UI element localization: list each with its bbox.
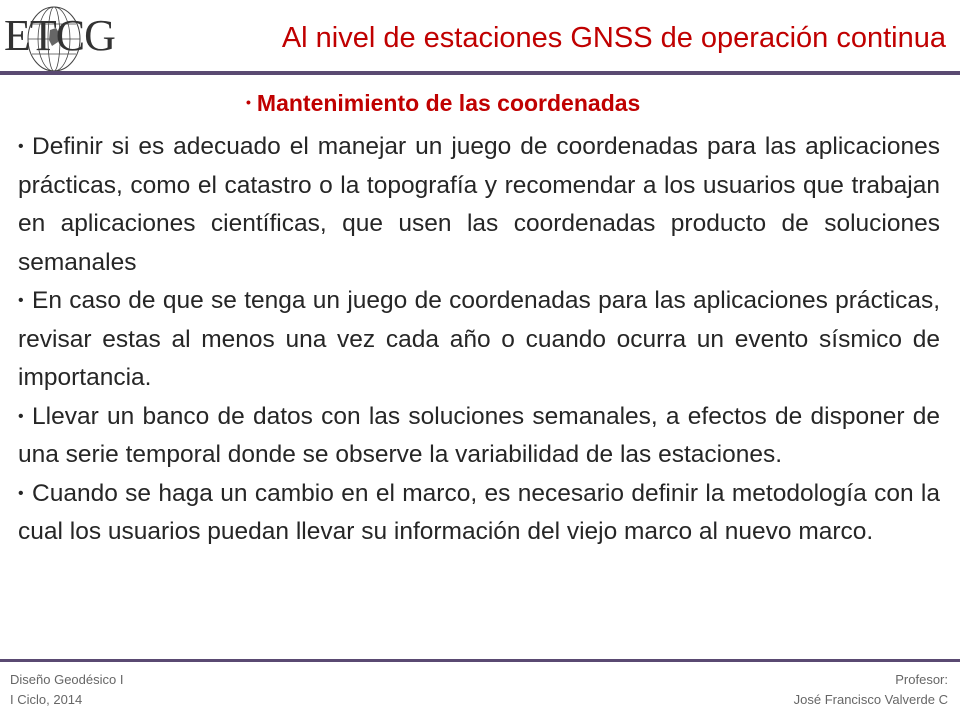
bullet-icon: • bbox=[18, 138, 24, 155]
list-item-text: Llevar un banco de datos con las soluciones semanales, a efectos de disponer de una serie temporal donde se observe la variabilidad de las estaciones. bbox=[18, 402, 940, 468]
section-heading-text: Mantenimiento de las coordenadas bbox=[256, 90, 641, 116]
list-item bbox=[18, 398, 940, 475]
section-heading bbox=[246, 90, 640, 117]
bullet-icon: • bbox=[18, 407, 24, 425]
bullet-icon: • bbox=[18, 292, 24, 309]
page-title: Al nivel de estaciones GNSS de operación continua bbox=[281, 22, 946, 54]
etcg-logo bbox=[4, 4, 124, 74]
course-name: Diseño Geodésico I bbox=[10, 672, 124, 687]
bottom-divider bbox=[0, 659, 960, 662]
footer-professor-info bbox=[794, 670, 948, 710]
top-divider bbox=[0, 71, 960, 75]
footer-course-info bbox=[10, 670, 123, 710]
list-item-text: Cuando se haga un cambio en el marco, es necesario definir la metodología con la cual los usuarios puedan llevar su información del viejo marco al nuevo marco. bbox=[18, 479, 940, 545]
list-item bbox=[18, 282, 940, 398]
list-item-text: Definir si es adecuado el manejar un juego de coordenadas para las aplicaciones prácticas, como el catastro o la topografía y recomendar a los usuarios que trabajan en aplicaciones científicas, que usen las coordenadas producto de soluciones semanales bbox=[18, 133, 940, 276]
list-item-text: En caso de que se tenga un juego de coordenadas para las aplicaciones prácticas, revisar estas al menos una vez cada año o cuando ocurra un evento sísmico de importancia. bbox=[18, 287, 940, 391]
list-item bbox=[18, 475, 940, 552]
bullet-icon: • bbox=[246, 94, 251, 110]
list-item bbox=[18, 128, 940, 282]
professor-label: Profesor: bbox=[895, 672, 948, 687]
course-term: I Ciclo, 2014 bbox=[10, 692, 83, 707]
logo-text: ETCG bbox=[4, 11, 115, 60]
bullet-list bbox=[18, 128, 940, 552]
bullet-icon: • bbox=[18, 484, 24, 502]
professor-name: José Francisco Valverde C bbox=[793, 692, 948, 707]
